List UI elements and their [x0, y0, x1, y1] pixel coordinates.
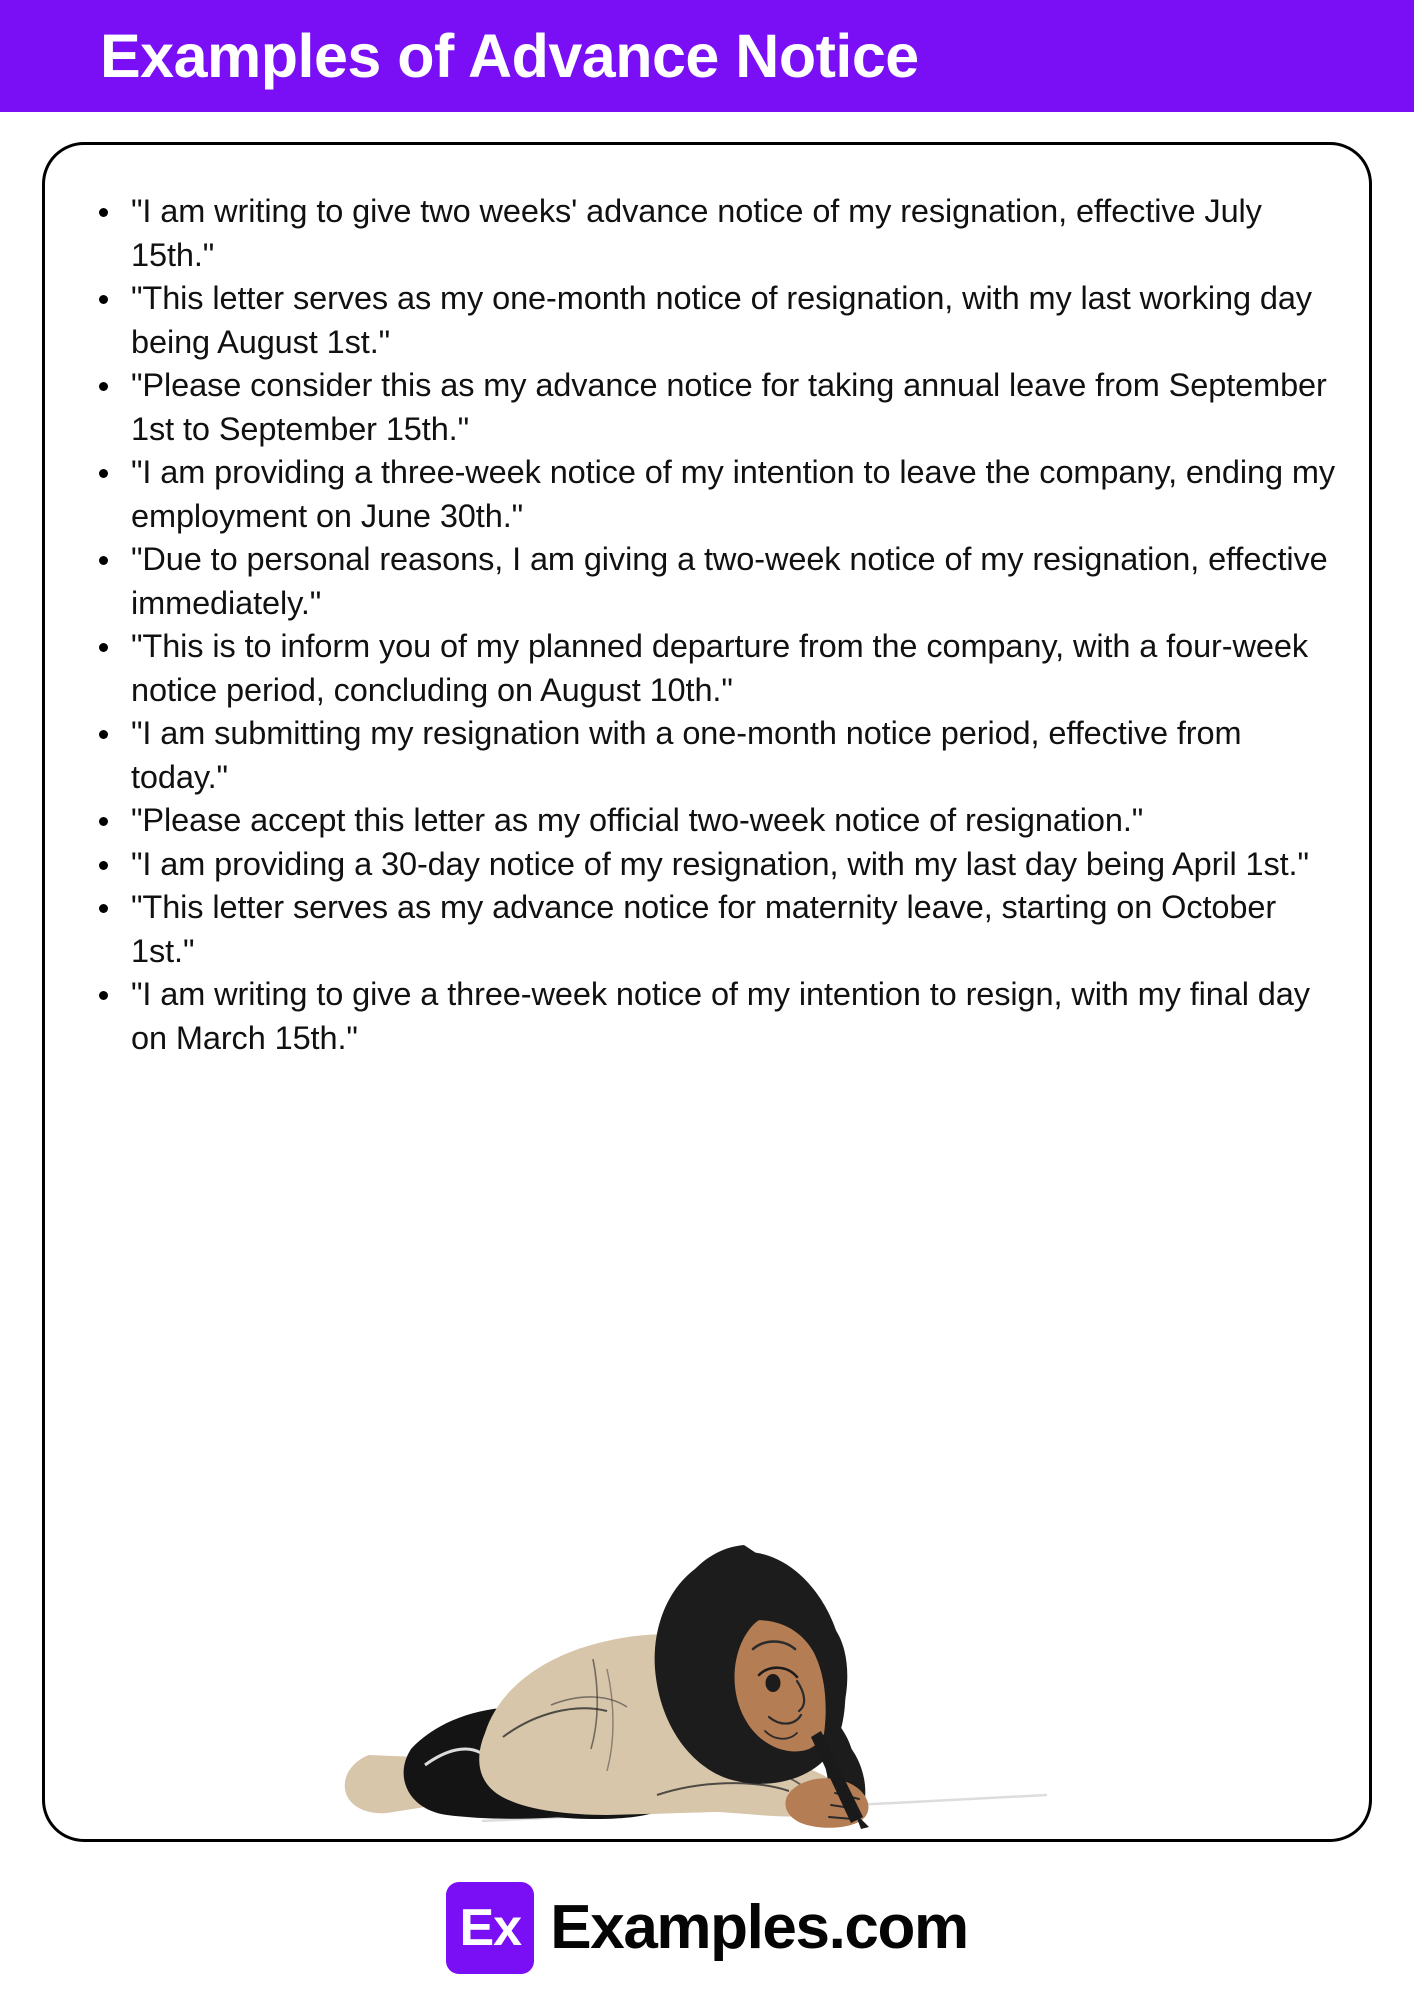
list-item: "Please accept this letter as my official two-week notice of resignation." [73, 799, 1341, 843]
content-card [42, 142, 1372, 1842]
list-item: "I am submitting my resignation with a one-month notice period, effective from today." [73, 712, 1341, 799]
page-title: Examples of Advance Notice [100, 21, 919, 90]
list-item: "I am providing a three-week notice of my intention to leave the company, ending my employment on June 30th." [73, 451, 1341, 538]
examples-logo-text[interactable]: Examples.com [550, 1893, 968, 1962]
list-item: "This is to inform you of my planned departure from the company, with a four-week notice period, concluding on August 10th." [73, 625, 1341, 712]
site-footer [0, 1872, 1414, 1984]
eye-pupil [766, 1674, 781, 1692]
list-item: "I am writing to give a three-week notice of my intention to resign, with my final day on March 15th." [73, 973, 1341, 1060]
examples-logo-mark[interactable]: Ex [446, 1882, 534, 1974]
page-header-banner [0, 0, 1414, 112]
illustration-container [45, 1443, 1369, 1839]
list-item: "I am writing to give two weeks' advance notice of my resignation, effective July 15th." [73, 190, 1341, 277]
list-item: "Due to personal reasons, I am giving a two-week notice of my resignation, effective immediately." [73, 538, 1341, 625]
list-item: "Please consider this as my advance notice for taking annual leave from September 1st to September 15th." [73, 364, 1341, 451]
list-item: "I am providing a 30-day notice of my resignation, with my last day being April 1st." [73, 843, 1341, 887]
list-item: "This letter serves as my advance notice for maternity leave, starting on October 1st." [73, 886, 1341, 973]
list-item: "This letter serves as my one-month notice of resignation, with my last working day being August 1st." [73, 277, 1341, 364]
advance-notice-examples-list [45, 145, 1369, 1060]
woman-lying-down-writing-illustration [307, 1509, 1107, 1839]
